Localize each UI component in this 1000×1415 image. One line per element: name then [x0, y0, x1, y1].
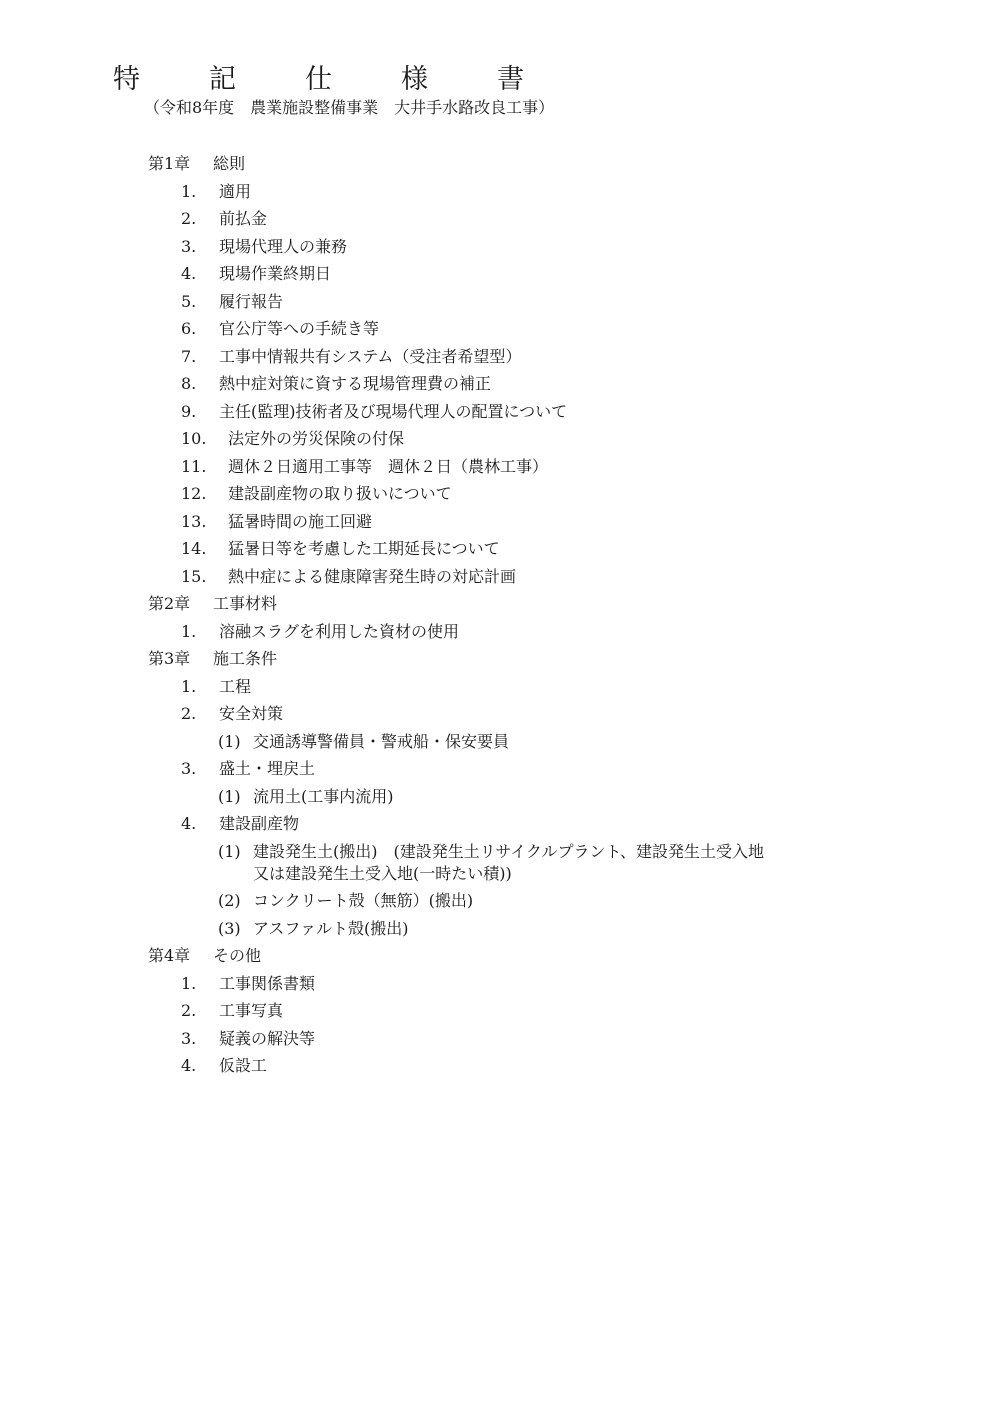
item-title: 建設副産物の取り扱いについて: [228, 484, 452, 503]
item-title: 適用: [219, 181, 252, 201]
item-number: 3.: [181, 759, 197, 778]
toc-item: [0, 508, 1000, 536]
chapter-number: 第2章: [148, 594, 191, 613]
item-number: 2.: [181, 209, 197, 228]
item-number: 4.: [181, 814, 197, 833]
item-number: 15.: [181, 566, 207, 586]
toc-item: [0, 673, 1000, 701]
toc-item: [0, 997, 1000, 1025]
item-title: 猛暑時間の施工回避: [228, 511, 373, 531]
toc-item: [0, 233, 1000, 261]
toc-item: [0, 563, 1000, 591]
subitem-number: (2): [218, 891, 241, 910]
item-number: 9.: [181, 401, 197, 421]
chapter-number: 第3章: [148, 649, 191, 668]
item-title: 工事中情報共有システム（受注者希望型）: [219, 346, 522, 366]
item-number: 3.: [181, 236, 197, 256]
item-title: 安全対策: [219, 704, 284, 723]
item-title: 工程: [219, 676, 252, 696]
toc-item: [0, 1025, 1000, 1053]
item-number: 11.: [181, 456, 207, 476]
subitem-title: 流用土(工事内流用): [253, 786, 394, 806]
item-number: 10.: [181, 429, 207, 448]
toc-item: [0, 260, 1000, 288]
item-number: 6.: [181, 319, 197, 338]
toc-item: [0, 535, 1000, 563]
toc-subitem: [0, 887, 1000, 915]
item-title: 前払金: [219, 209, 268, 228]
toc-item: [0, 370, 1000, 398]
toc-item: [0, 288, 1000, 316]
chapter-heading: [0, 590, 1000, 618]
document-title: 特 記 仕 様 書: [113, 64, 545, 95]
item-title: 猛暑日等を考慮した工期延長について: [228, 539, 500, 558]
item-title: 主任(監理)技術者及び現場代理人の配置について: [219, 401, 568, 421]
chapter-title: その他: [213, 946, 262, 965]
item-number: 14.: [181, 539, 207, 558]
item-title: 法定外の労災保険の付保: [228, 429, 405, 448]
toc-item: [0, 970, 1000, 998]
item-number: 1.: [181, 973, 197, 993]
item-number: 7.: [181, 346, 197, 366]
toc-item: [0, 315, 1000, 343]
item-title: 盛土・埋戻土: [219, 759, 316, 778]
item-title: 工事関係書類: [219, 973, 316, 993]
chapter-heading: [0, 150, 1000, 178]
item-title: 現場代理人の兼務: [219, 236, 348, 256]
toc-item: [0, 618, 1000, 646]
table-of-contents: [0, 150, 1000, 1080]
subitem-title: 建設発生土(搬出) (建設発生土リサイクルプラント、建設発生土受入地 又は建設発生土受入地(一時たい積)): [253, 841, 765, 883]
item-title: 現場作業終期日: [219, 264, 332, 283]
toc-item: [0, 480, 1000, 508]
toc-item: [0, 178, 1000, 206]
item-number: 2.: [181, 704, 197, 723]
item-number: 1.: [181, 621, 197, 641]
item-number: 8.: [181, 374, 197, 393]
chapter-number: 第1章: [148, 154, 191, 173]
item-title: 建設副産物: [219, 814, 300, 833]
item-title: 疑義の解決等: [219, 1028, 316, 1048]
chapter-heading: [0, 645, 1000, 673]
item-number: 1.: [181, 676, 197, 696]
item-title: 官公庁等への手続き等: [219, 319, 380, 338]
item-number: 13.: [181, 511, 207, 531]
toc-item: [0, 425, 1000, 453]
item-number: 2.: [181, 1001, 197, 1020]
item-title: 仮設工: [219, 1056, 268, 1075]
toc-item: [0, 755, 1000, 783]
item-number: 5.: [181, 291, 197, 311]
toc-item: [0, 810, 1000, 838]
toc-item: [0, 1052, 1000, 1080]
subitem-number: (1): [218, 786, 241, 806]
item-number: 12.: [181, 484, 207, 503]
toc-item: [0, 398, 1000, 426]
document-subtitle: （令和8年度 農業施設整備事業 大井手水路改良工事）: [144, 98, 555, 117]
item-title: 工事写真: [219, 1001, 284, 1020]
subitem-title: コンクリート殻（無筋）(搬出): [253, 891, 474, 910]
item-number: 1.: [181, 181, 197, 201]
chapter-title: 施工条件: [213, 649, 278, 668]
subitem-title: 交通誘導警備員・警戒船・保安要員: [253, 731, 510, 751]
item-title: 熱中症対策に資する現場管理費の補正: [219, 374, 492, 393]
toc-item: [0, 700, 1000, 728]
subitem-title: アスファルト殻(搬出): [253, 918, 409, 938]
item-title: 週休２日適用工事等 週休２日（農林工事）: [228, 456, 549, 476]
toc-item: [0, 205, 1000, 233]
subitem-number: (1): [218, 731, 241, 751]
toc-subitem: [0, 728, 1000, 756]
item-title: 溶融スラグを利用した資材の使用: [219, 621, 460, 641]
item-number: 3.: [181, 1028, 197, 1048]
item-title: 履行報告: [219, 291, 284, 311]
toc-subitem: [0, 915, 1000, 943]
chapter-heading: [0, 942, 1000, 970]
toc-item: [0, 343, 1000, 371]
chapter-number: 第4章: [148, 946, 191, 965]
chapter-title: 工事材料: [213, 594, 278, 613]
subitem-number: (1): [218, 841, 241, 861]
item-title: 熱中症による健康障害発生時の対応計画: [228, 566, 517, 586]
item-number: 4.: [181, 264, 197, 283]
toc-subitem: [0, 838, 1000, 888]
toc-item: [0, 453, 1000, 481]
item-number: 4.: [181, 1056, 197, 1075]
toc-subitem: [0, 783, 1000, 811]
subitem-number: (3): [218, 918, 241, 938]
chapter-title: 総則: [213, 154, 246, 173]
